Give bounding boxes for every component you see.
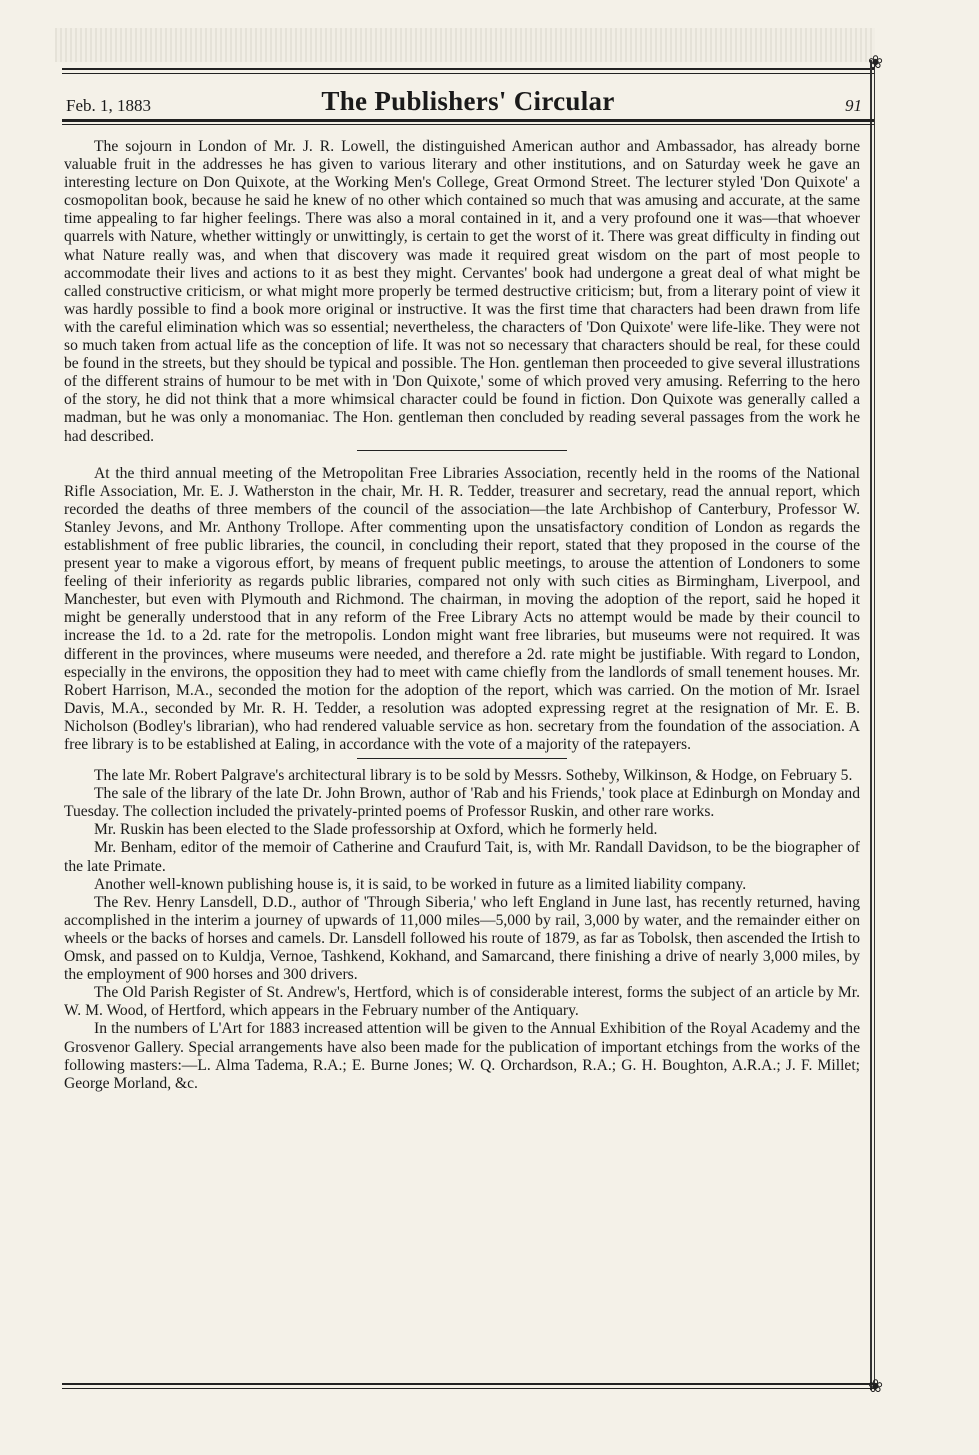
section-divider: [357, 758, 567, 759]
header-rule: [62, 119, 874, 122]
note-publishing-house: Another well-known publishing house is, it is said, to be worked in future as a limited liability company.: [94, 875, 747, 893]
top-rule-thin: [62, 73, 874, 74]
page-header: [62, 84, 874, 118]
right-margin-rule: [870, 60, 872, 1390]
note-lansdell-journey: The Rev. Henry Lansdell, D.D., author of 'Through Siberia,' who left England in June last, has recently returned, having accomplished in the interim a journey of upwards of 11,000 miles—5,000 by rail, 3,000 by water, and the remainder either on wheels or the backs of horses and camels. Dr. Lansdell followed his route of 1879, as far as Tobolsk, then ascended the Irtish to Omsk, and passed on to Kuldja, Vernoe, Tashkend, Kokhand, and Samarcand, there finishing a drive of nearly 3,000 miles, by the employment of 900 horses and 300 drivers.: [64, 893, 860, 984]
page-number: 91: [845, 96, 862, 115]
top-border-texture: [55, 28, 875, 62]
note-benham-biography: Mr. Benham, editor of the memoir of Catherine and Craufurd Tait, is, with Mr. Randall Davidson, to be the biographer of the late Primate.: [64, 839, 860, 875]
article-free-libraries: At the third annual meeting of the Metropolitan Free Libraries Association, recently held in the rooms of the National Rifle Association, Mr. E. J. Watherston in the chair, Mr. H. R. Tedder, treasurer and secretary, read the annual report, which recorded the deaths of three members of the council of the association—the late Archbishop of Canterbury, Professor W. Stanley Jevons, and Mr. Anthony Trollope. After commenting upon the unsatisfactory condition of London as regards the establishment of free public libraries, the council, in concluding their report, stated that they proposed in the course of the present year to make a vigorous effort, by means of frequent public meetings, to arouse the attention of Londoners to some feeling of their inferiority as regards public libraries, compared not only with such cities as Birmingham, Liverpool, and Manchester, but even with Plymouth and Richmond. The chairman, in moving the adoption of the report, said he hoped it might be generally understood that in any reform of the Free Library Acts no attempt would be made by their council to increase the 1d. to a 2d. rate for the metropolis. London might want free libraries, but museums were not required. It was different in the provinces, where museums were needed, and therefore a 2d. rate might be justifiable. With regard to London, especially in the environs, the opposition they had to meet with came chiefly from the landlords of small tenement houses. Mr. Robert Harrison, M.A., seconded the motion for the adoption of the report, which was carried. On the motion of Mr. Israel Davis, M.A., seconded by Mr. R. H. Tedder, a resolution was adopted expressing regret at the resignation of Mr. E. B. Nicholson (Bodley's librarian), who had rendered valuable service as hon. secretary from the foundation of the association. A free library is to be established at Ealing, in accordance with the vote of a majority of the ratepayers.: [64, 464, 860, 753]
header-rule-thin: [62, 124, 874, 125]
note-ruskin-slade: Mr. Ruskin has been elected to the Slade professorship at Oxford, which he formerly held.: [94, 821, 658, 839]
bottom-rule: [62, 1383, 874, 1385]
ornament-icon: ❀: [868, 52, 884, 72]
news-notes: [64, 767, 860, 1093]
ornament-icon: ❀: [868, 1376, 884, 1396]
note-lart-exhibition: In the numbers of L'Art for 1883 increased attention will be given to the Annual Exhibition of the Royal Academy and the Grosvenor Gallery. Special arrangements have also been made for the publication of important etchings from the works of the following masters:—L. Alma Tadema, R.A.; E. Burne Jones; W. Q. Orchardson, R.A.; G. H. Boughton, A.R.A.; J. F. Millet; George Morland, &c.: [64, 1020, 860, 1092]
note-parish-register: The Old Parish Register of St. Andrew's, Hertford, which is of considerable interest, forms the subject of an article by Mr. W. M. Wood, of Hertford, which appears in the February number of the Antiquary.: [64, 984, 860, 1020]
note-palgrave-library: The late Mr. Robert Palgrave's architectural library is to be sold by Messrs. Sotheby, Wilkinson, & Hodge, on February 5.: [94, 767, 853, 785]
right-margin-rule-thin: [874, 60, 875, 1390]
publication-title: The Publishers' Circular: [321, 86, 615, 116]
bottom-rule-thin: [62, 1388, 874, 1389]
top-rule: [62, 68, 874, 70]
article-lowell-lecture: The sojourn in London of Mr. J. R. Lowell, the distinguished American author and Ambassador, has already borne valuable fruit in the addresses he has given to various literary and other institutions, and on Saturday week he gave an interesting lecture on Don Quixote, at the Working Men's College, Great Ormond Street. The lecturer styled 'Don Quixote' a cosmopolitan book, because he said he knew of no other which contained so much that was amusing and accurate, at the same time appealing to far higher feelings. There was also a moral contained in it, and a very profound one it was—that whoever quarrels with Nature, whether wittingly or unwittingly, is certain to get the worst of it. There was great difficulty in finding out what Nature really was, and when that discovery was made it required great wisdom on the part of most people to accommodate their lives and actions to it as best they might. Cervantes' book had undergone a great deal of what might be called constructive criticism, or what might more properly be termed destructive criticism; but, from a literary point of view it was hardly possible to find a book more original or instructive. It was the first time that characters had been drawn from life with the careful elimination which was so essential; nevertheless, the characters of 'Don Quixote' were life-like. They were not so much taken from actual life as the conception of life. It was not so necessary that characters should be real, for these could be found in the streets, but they should be typical and possible. The Hon. gentleman then proceeded to give several illustrations of the different strains of humour to be met with in 'Don Quixote,' some of which proved very amusing. Referring to the hero of the story, he did not think that a more whimsical character could be found in fiction. Don Quixote was generally called a madman, but he was only a monomaniac. The Hon. gentleman then concluded by reading several passages from the work he had described.: [64, 138, 860, 445]
article-body: [64, 138, 860, 1093]
issue-date: Feb. 1, 1883: [66, 96, 151, 115]
note-brown-library-sale: The sale of the library of the late Dr. John Brown, author of 'Rab and his Friends,' took place at Edinburgh on Monday and Tuesday. The collection included the privately-printed poems of Professor Ruskin, and other rare works.: [64, 785, 860, 821]
section-divider: [357, 450, 567, 451]
